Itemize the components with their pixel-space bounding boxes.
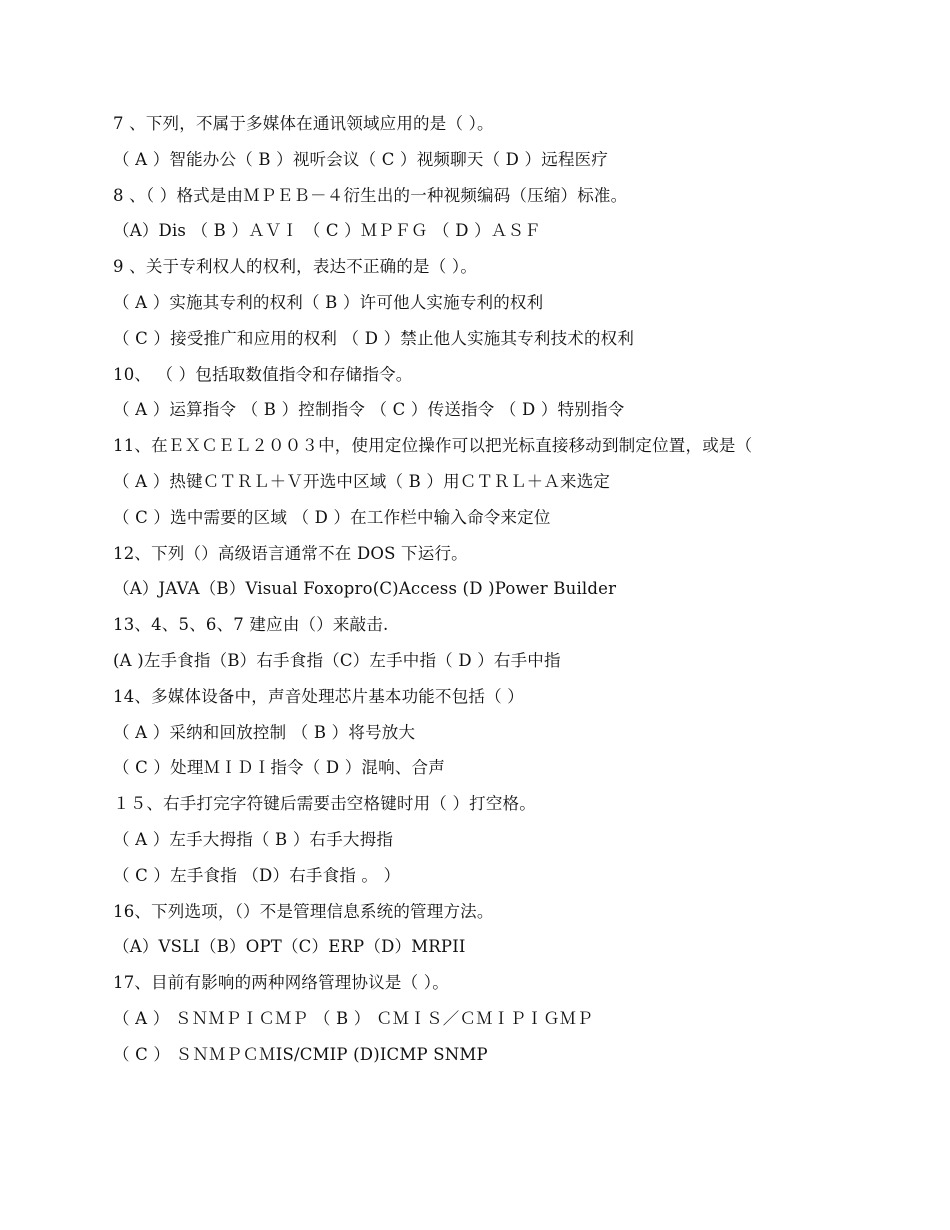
option-line: （ C ）处理ＭＩＤＩ指令（ D ）混响、合声 <box>113 758 445 778</box>
question-line: 10、 （ ）包括取数值指令和存储指令。 <box>113 364 413 384</box>
question-line: 8 、（ ）格式是由ＭＰＥＢ－４衍生出的一种视频编码（压缩）标准。 <box>113 185 628 205</box>
option-line: (A )左手食指（B）右手食指（C）左手中指（ D ）右手中指 <box>113 650 561 670</box>
question-line: 7 、下列，不属于多媒体在通讯领域应用的是（ ）。 <box>113 114 494 133</box>
question-line: 12、下列（）高级语言通常不在 DOS 下运行。 <box>113 543 468 563</box>
question-line: 16、下列选项，（）不是管理信息系统的管理方法。 <box>113 901 494 921</box>
question-line: 14、多媒体设备中，声音处理芯片基本功能不包括（ ） <box>113 686 524 706</box>
option-line: （ A ）热键ＣＴＲＬ＋Ｖ开选中区域（ B ）用ＣＴＲＬ＋Ａ来选定 <box>113 471 611 491</box>
question-line: 11、在ＥＸＣＥＬ２００３中，使用定位操作可以把光标直接移动到制定位置，或是（ <box>113 436 753 456</box>
option-line: （ A ）智能办公（ B ）视听会议（ C ）视频聊天（ D ）远程医疗 <box>113 149 609 169</box>
option-line: （ C ）选中需要的区域 （ D ）在工作栏中输入命令来定位 <box>113 507 551 527</box>
option-line: （ A ）实施其专利的权利（ B ）许可他人实施专利的权利 <box>113 292 544 312</box>
option-line: （ A ） ＳＮＭＰＩＣＭＰ （ B ） ＣＭＩＳ／ＣＭＩＰＩＧＭＰ <box>113 1008 594 1028</box>
option-line: （ C ）接受推广和应用的权利 （ D ）禁止他人实施其专利技术的权利 <box>113 328 635 348</box>
question-line: 13、4、5、6、7 建应由（）来敲击. <box>113 615 389 635</box>
option-line: （A）VSLI（B）OPT（C）ERP（D）MRPII <box>113 937 466 957</box>
option-line: （A）Dis （ B ）ＡＶＩ （ C ）ＭＰＦＧ （ D ）ＡＳＦ <box>113 221 541 241</box>
question-list <box>113 111 913 1078</box>
option-line: （ A ）左手大拇指（ B ）右手大拇指 <box>113 829 394 849</box>
option-line: （ C ） ＳＮＭＰＣＭIS/CMIP (D)ICMP SNMP <box>113 1044 488 1064</box>
option-line: （A）JAVA（B）Visual Foxopro(C)Access (D )Power Builder <box>113 579 617 599</box>
option-line: （ A ）运算指令 （ B ）控制指令 （ C ）传送指令 （ D ）特别指令 <box>113 400 625 420</box>
option-line: （ C ）左手食指 （D）右手食指 。 ） <box>113 865 401 885</box>
question-line: 9 、关于专利权人的权利，表达不正确的是（ ）。 <box>113 257 478 277</box>
question-line: 17、目前有影响的两种网络管理协议是（ ）。 <box>113 973 449 993</box>
option-line: （ A ）采纳和回放控制 （ B ）将号放大 <box>113 722 416 742</box>
question-line: １５、右手打完字符键后需要击空格键时用（ ）打空格。 <box>113 794 536 814</box>
